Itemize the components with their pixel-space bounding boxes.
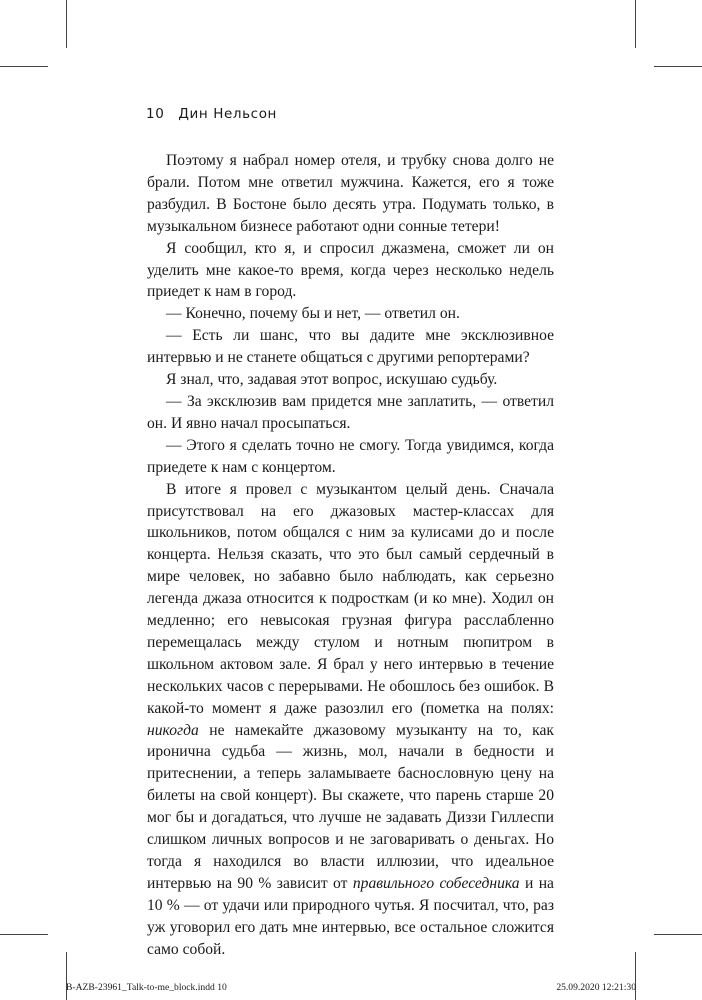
text-run: и на 10 % — от удачи или природного чутья. Я посчитал, что, раз уж уговорил его дать мне интервью, все остальное сложится само собой. [147,874,554,958]
paragraph [147,150,554,238]
text-run: Я знал, что, задавая этот вопрос, искушаю судьбу. [166,371,498,389]
crop-mark-right-bottom [654,934,702,935]
paragraph [147,435,554,479]
text-run: — Есть ли шанс, что вы дадите мне эксклюзивное интервью и не станете общаться с другими репортерами? [147,327,554,367]
paragraph [147,238,554,304]
paragraph [147,303,554,325]
italic-emphasis: никогда [147,721,199,739]
paragraph [147,479,554,961]
crop-mark-top-left [66,0,67,48]
paragraph [147,391,554,435]
slug-file-info: B-AZB-23961_Talk-to-me_block.indd 10 [66,982,227,993]
crop-mark-left-top [0,66,48,67]
slug-timestamp: 25.09.2020 12:21:30 [556,982,636,993]
text-run: — Этого я сделать точно не смогу. Тогда увидимся, когда приедете к нам с концертом. [147,436,554,476]
running-title: Дин Нельсон [178,106,277,122]
italic-emphasis: правильного собеседника [352,874,520,892]
crop-mark-right-top [654,66,702,67]
text-run: не намекайте джазовому музыканту на то, как иронична судьба — жизнь, мол, начали в бедности и притеснении, а теперь заламываете баснословную цену на билеты на свой концерт). Вы скажете, что парень старше 20 мог бы и догадаться, что лучше не задавать Диззи Гиллеспи слишком личных вопросов и не заговаривать о деньгах. Но тогда я находился во власти иллюзии, что идеальное интервью на 90 % зависит от [147,721,554,892]
text-run: — Конечно, почему бы и нет, — ответил он. [166,305,460,323]
body-text [147,150,554,961]
page-number: 10 [146,106,165,122]
text-run: В итоге я провел с музыкантом целый день. Сначала присутствовал на его джазовых мастер-классах для школьников, потом общался с ним за кулисами до и после концерта. Нельзя сказать, что это был самый сердечный в мире человек, но забавно было наблюдать, как серьезно легенда джаза относится к подросткам (и ко мне). Ходил он медленно; его невысокая грузная фигура расслабленно перемещалась между стулом и нотным пюпитром в школьном актовом зале. Я брал у него интервью в течение нескольких часов с перерывами. Не обошлось без ошибок. В какой-то момент я даже разозлил его (пометка на полях: [147,480,554,717]
crop-mark-left-bottom [0,934,48,935]
text-run: Поэтому я набрал номер отеля, и трубку снова долго не брали. Потом мне ответил мужчина. Кажется, его я тоже разбудил. В Бостоне было десять утра. Подумать только, в музыкальном бизнесе работают одни сонные тетери! [147,152,554,235]
paragraph [147,369,554,391]
paragraph [147,325,554,369]
text-run: — За эксклюзив вам придется мне заплатить, — ответил он. И явно начал просыпаться. [147,392,554,432]
text-run: Я сообщил, кто я, и спросил джазмена, сможет ли он уделить мне какое-то время, когда через несколько недель приедет к нам в город. [147,239,554,301]
running-header [146,106,277,122]
crop-mark-top-right [635,0,636,48]
